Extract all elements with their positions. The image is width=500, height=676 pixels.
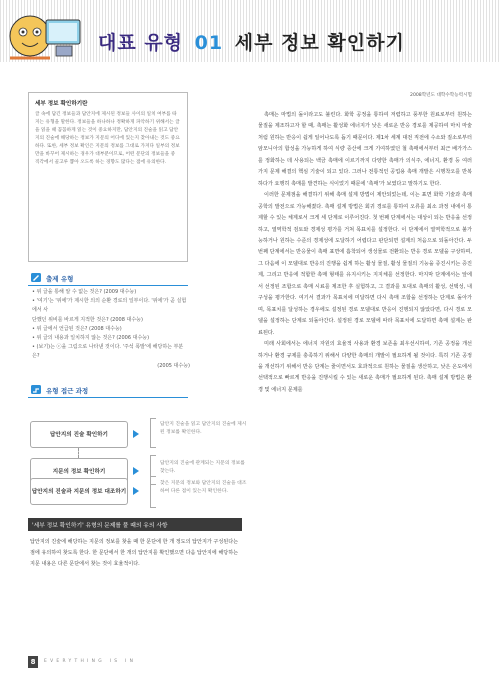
pencil-icon: [30, 272, 42, 283]
bracket-divider: [150, 476, 156, 508]
question-types-heading-bar: [28, 272, 188, 286]
approach-step-desc: 찾은 지문의 정보와 답안지의 진술을 대조하여 다른 점이 있는지 확인한다.: [160, 481, 247, 494]
approach-step-desc: 답안지 진술을 읽고 답안지의 진술에 제시된 정보를 확인한다.: [160, 422, 247, 435]
approach-step-label: 지문의 정보 확인하기: [52, 468, 106, 475]
list-item: • '여기'는 '위에'가 제시한 의의 순환 경로의 일부이다. '위에'가 곧 실험에서 사: [32, 298, 187, 314]
passage-column: [258, 92, 472, 396]
arrow-right-icon: [133, 487, 139, 495]
list-item: • 위 글에서 언급된 것은? (2008 대수능): [32, 325, 122, 332]
approach-heading-bar: [28, 384, 188, 398]
page-title: [98, 28, 405, 55]
tips-banner: '세부 정보 확인하기' 유형의 문제를 풀 때의 유의 사항: [28, 518, 242, 531]
passage-source: 2008학년도 대학수학능력시험: [410, 93, 472, 98]
page-footer: [28, 656, 228, 668]
approach-step-desc: 답안지의 진술에 관계되는 지문의 정보를 찾는다.: [160, 461, 245, 474]
step-connector: [78, 448, 79, 458]
approach-step-1: [30, 421, 128, 448]
definition-panel: [28, 92, 188, 262]
list-item: 단했던 위비를 바르게 지적한 것은? (2008 대수능): [32, 316, 143, 323]
definition-body: 글 속에 담긴 정보들과 답안지에 제시된 정보들 사이의 일치 여부를 따지는 유형을 말한다. 정보들을 하나하나 정확하게 파악하기 위해서는 글을 읽을 때 꼼꼼하게 읽는 것이 중요하지만, 답안지의 진술을 읽고 답안지의 진술에 해당하는 정보가 지문의 어디에 있는지 찾아내는 것도 중요하다. 또한, 세부 정보 확인은 지문의 정보를 그대로 가져다 일부의 정보만을 바꾸어 제시하는 경우가 대부분이므로, 어떤 문단의 정보들을 중 직각에서 골고루 뽑아 오도록 하는 경향도 많다는 점에 유의한다.: [35, 112, 180, 165]
passage-text: [258, 110, 472, 396]
bracket-divider: [150, 418, 156, 448]
page-number: 8: [28, 656, 38, 668]
list-item-source: (2005 대수능): [157, 362, 190, 369]
tips-text: 답안지의 진술에 해당하는 지문의 정보를 찾을 때 한 문단에 한 개 정도의 답안지가 구성된다는 점에 유의하여 찾도록 한다. 한 문단에서 한 개의 답안지를 확인했으면 다음 답안지에 해당하는 지문 내용은 다른 문단에서 찾는 것이 효율적이다.: [30, 539, 239, 568]
approach-heading: 유형 접근 과정: [46, 387, 89, 395]
definition-box: [28, 92, 188, 262]
approach-step-label: 답안지의 진술과 지문의 정보 대조하기: [31, 488, 127, 495]
list-item: • 위 글을 통해 알 수 없는 것은? (2009 대수능): [32, 289, 137, 295]
definition-heading: 세부 정보 확인하기란: [35, 101, 88, 107]
title-number: 01: [194, 32, 224, 54]
approach-step-label: 답안지의 진술 확인하기: [50, 431, 108, 438]
mascot-illustration: [6, 6, 84, 64]
question-types-heading: 출제 유형: [46, 275, 74, 283]
arrow-right-icon: [133, 430, 139, 438]
question-types-list: [32, 288, 190, 371]
series-label: EVERYTHING IS IN: [44, 659, 137, 664]
passage-paragraph: 미래 사회에서는 에너지 자원의 효율적 사용과 환경 보존을 최우선시하여, 기존 공정을 개선하거나 환경 규제를 충족하기 위해서 다양한 촉매의 개발이 필요하게 될 것이다. 특히 기존 공정을 개선하기 위해서 반응 단계는 줄이면서도 효과적으로 원하는 물질을 생산하고, 낮은 온도에서 선택적으로 빠르게 반응을 진행시킬 수 있는 새로운 촉매가 필요하게 된다. 촉매 설계 방법은 환경 및 에너지 문제를: [258, 341, 472, 393]
title-prefix: 대표 유형: [98, 32, 184, 54]
passage-paragraph: 이러한 문제점을 해결하기 위해 촉매 설계 방법이 제안되었는데, 이는 표면 화학 기술과 촉매 공학의 발전으로 가능해졌다. 촉매 설계 방법은 회귀 경로를 통하여 오류를 최소 과정 내에서 통제할 수 있는 체계로서 크게 세 단계로 이루어진다. 첫 번째 단계에서는 대상이 되는 반응을 선정하고, 열역학적 검토와 경제성 평가를 거쳐 목표치를 설정한다. 이 단계에서 열역학적으로 불가능하거나 원하는 수준의 경제성에 도달하기 어렵다고 판단되면 설계의 처음으로 되돌아간다. 두 번째 단계에서는 반응물이 촉매 표면에 흡착되어 생성물로 전환되는 반응 경로 모델을 구상하며, 그 다음에 이 모델대로 반응의 진행을 쉽게 하는 활성 물질, 활성 물질의 기능을 증진시키는 증진제, 그리고 반응에 적합한 촉매 형태를 유지시키는 지지체를 선정한다. 마지막 단계에서는 앞에서 선정된 조합으로 촉매 시료를 제조한 후 실험하고, 그 결과를 토대로 촉매의 활성, 선택성, 내구성을 평가한다. 여기서 결과가 목표치에 미달하면 다시 촉매 조합을 선정하는 단계로 돌아가며, 목표치를 달성하는 경우에도 설정된 경로 모델대로 반응이 진행되지 않았다면, 다시 경로 모델을 설정하는 단계로 되돌아간다. 설정된 경로 모델에 따라 목표치에 도달하면 촉매 설계는 완료된다.: [258, 192, 472, 336]
list-item: • (보기)는 ⓒ을 그림으로 나타낸 것이다. '주석 폭발'에 해당하는 부분은?: [32, 344, 184, 360]
title-text: 세부 정보 확인하기: [234, 32, 405, 54]
arrow-right-icon: [133, 467, 139, 475]
steps-icon: [30, 384, 42, 395]
approach-step-3: [30, 478, 128, 505]
passage-paragraph: 촉매는 마법의 돌이라고도 불린다. 화학 공정을 통하여 저렴하고 풍부한 원료로부터 원하는 물질을 제조하고자 할 때, 촉매는 활성화 에너지가 낮은 새로운 반응 경로를 제공하여 마치 마술처럼 원하는 반응이 쉽게 일어나도록 돕기 때문이다. 제1차 세계 대전 직전에 수소와 질소로부터 암모니아의 합성을 가능하게 하여 식량 증산에 크게 기여하였던 철 촉매에서부터 최근 배가가스를 정화하는 데 사용되는 백금 촉매에 이르기까지 다양한 촉매가 의식주, 에너지, 환경 등 여러 가지 문제 해결의 핵심 기술이 되고 있다. 그러나 전통적인 공업용 촉매 개발은 시행착오를 반복하다가 요행히 촉매를 발견하는 식이었기 때문에 '촉매'가 보였다고 말하기도 한다.: [258, 112, 472, 187]
list-item: • 위 글의 내용과 일치하지 않는 것은? (2006 대수능): [32, 335, 150, 342]
